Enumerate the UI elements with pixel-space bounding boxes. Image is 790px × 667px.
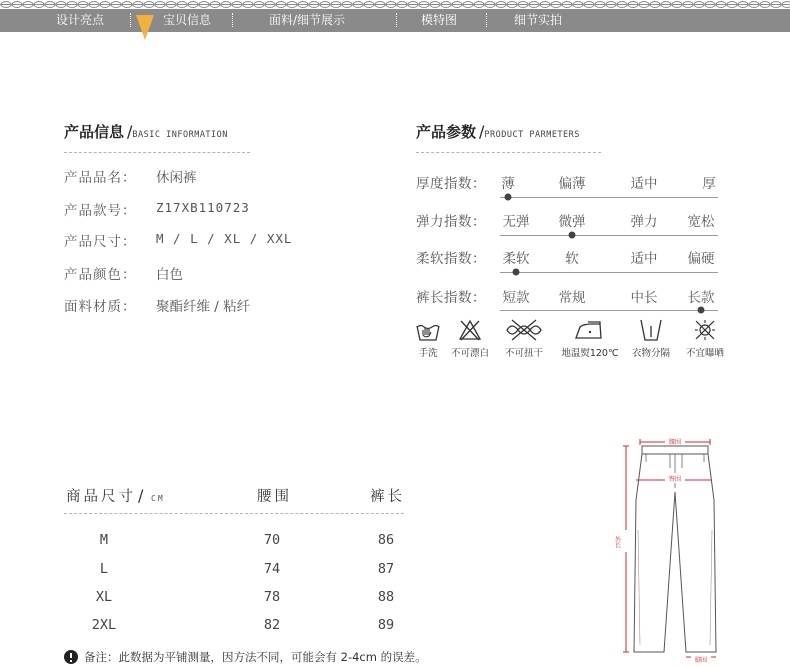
basic-info-subtitle: BASIC INFORMATION: [132, 130, 228, 140]
nav-separator: [396, 13, 397, 27]
divider: [416, 152, 601, 153]
table-cell-size: XL: [95, 589, 113, 605]
unit-label: CM: [151, 494, 165, 503]
table-cell-length: 89: [377, 617, 395, 633]
table-cell-size: L: [99, 561, 109, 577]
waist-header: 腰围: [257, 489, 292, 505]
outseam-measure-label: 外长: [613, 536, 621, 548]
elasticity-indicator: [569, 232, 576, 239]
product-color-value: 白色: [156, 267, 183, 283]
length-label: 裤长指数：: [416, 290, 486, 306]
hem-measure-label: 脚围: [694, 657, 708, 664]
basic-info-heading: [64, 121, 228, 142]
care-item: [555, 318, 625, 359]
softness-option: 偏硬: [687, 251, 715, 267]
size-header-label: 商品尺寸: [66, 489, 136, 505]
table-divider: [64, 513, 404, 514]
product-color-label: 产品颜色：: [64, 267, 137, 283]
table-cell-length: 86: [377, 532, 395, 548]
care-label: 不可漂白: [450, 348, 489, 359]
top-nav: [0, 0, 790, 32]
thickness-option: 适中: [630, 176, 658, 192]
measurement-note: 备注：此数据为平铺测量，因方法不同，可能会有 2-4cm 的误差。: [84, 650, 427, 664]
length-option: 短款: [502, 290, 530, 306]
hip-measure-label: 臀围: [668, 476, 682, 483]
care-label: 不宜曝晒: [685, 348, 724, 359]
chain-border-decoration: [0, 0, 790, 9]
nav-separator: [486, 13, 487, 27]
table-cell-waist: 70: [263, 532, 281, 548]
product-size-label: 产品尺寸：: [64, 234, 137, 250]
nav-tab-product-info[interactable]: 宝贝信息: [163, 13, 212, 27]
params-heading: [416, 121, 580, 142]
table-cell-waist: 82: [263, 617, 281, 633]
elasticity-option: 微弹: [558, 214, 586, 230]
softness-option: 柔软: [502, 251, 530, 267]
separate-wash-icon: [637, 318, 665, 342]
nav-separator: [232, 13, 233, 27]
softness-option: 软: [565, 251, 579, 267]
table-cell-size: M: [99, 532, 109, 548]
size-header: [66, 485, 165, 506]
thickness-label: 厚度指数：: [416, 176, 486, 192]
table-cell-length: 88: [377, 589, 395, 605]
length-option: 中长: [630, 290, 658, 306]
params-title: 产品参数: [416, 123, 477, 141]
table-cell-size: 2XL: [91, 617, 117, 633]
elasticity-option: 弹力: [630, 214, 658, 230]
nav-tab-detail-photos[interactable]: 细节实拍: [514, 13, 563, 27]
product-size-value: M / L / XL / XXL: [156, 231, 293, 246]
thickness-option: 厚: [702, 176, 716, 192]
nav-separator: [130, 13, 131, 27]
care-label: 衣物分隔: [631, 348, 670, 359]
no-bleach-icon: [457, 318, 483, 342]
heading-slash: /: [127, 122, 133, 141]
softness-indicator: [513, 269, 520, 276]
table-cell-length: 87: [377, 561, 395, 577]
thickness-option: 薄: [501, 176, 515, 192]
elasticity-label: 弹力指数：: [416, 214, 486, 230]
thickness-indicator: [505, 194, 512, 201]
length-option: 长款: [687, 290, 715, 306]
product-style-no-label: 产品款号：: [64, 203, 137, 219]
care-label: 地温熨120℃: [561, 348, 619, 359]
header-slash: /: [138, 486, 144, 505]
fabric-label: 面料材质：: [64, 299, 137, 315]
thickness-option: 偏薄: [558, 176, 586, 192]
nav-tab-fabric-details[interactable]: 面料/细节展示: [269, 13, 346, 27]
params-subtitle: PRODUCT PARMETERS: [484, 130, 580, 140]
care-item: [489, 318, 559, 359]
care-label: 不可扭干: [504, 348, 543, 359]
info-icon: [64, 650, 78, 664]
no-sun-dry-icon: [692, 318, 718, 342]
heading-slash: /: [479, 122, 485, 141]
table-cell-waist: 78: [263, 589, 281, 605]
nav-strip: [0, 9, 790, 32]
product-style-no-value: Z17XB110723: [156, 200, 250, 215]
product-name-value: 休闲裤: [156, 170, 197, 186]
elasticity-option: 无弹: [502, 214, 530, 230]
nav-tab-design-highlights[interactable]: 设计亮点: [56, 13, 105, 27]
product-name-label: 产品品名：: [64, 170, 137, 186]
waist-measure-label: 腰围: [668, 439, 682, 446]
softness-option: 适中: [630, 251, 658, 267]
care-label: 手洗: [418, 348, 438, 359]
softness-scale-line: [500, 272, 718, 273]
active-tab-indicator-icon: [136, 9, 154, 41]
length-option: 常规: [558, 290, 586, 306]
length-scale-line: [500, 310, 718, 311]
pants-measurement-diagram: [612, 430, 732, 667]
elasticity-option: 宽松: [687, 214, 715, 230]
elasticity-scale-line: [500, 235, 718, 236]
length-indicator: [698, 307, 705, 314]
table-cell-waist: 74: [263, 561, 281, 577]
divider: [64, 152, 250, 153]
iron-low-icon: [572, 318, 608, 342]
softness-label: 柔软指数：: [416, 251, 486, 267]
basic-info-title: 产品信息: [64, 123, 125, 141]
no-wring-icon: [504, 318, 544, 342]
care-item: [670, 318, 740, 359]
fabric-value: 聚酯纤维 / 粘纤: [156, 299, 251, 315]
thickness-scale-line: [500, 197, 718, 198]
nav-tab-model-photos[interactable]: 模特图: [421, 13, 458, 27]
length-header: 裤长: [370, 489, 405, 505]
